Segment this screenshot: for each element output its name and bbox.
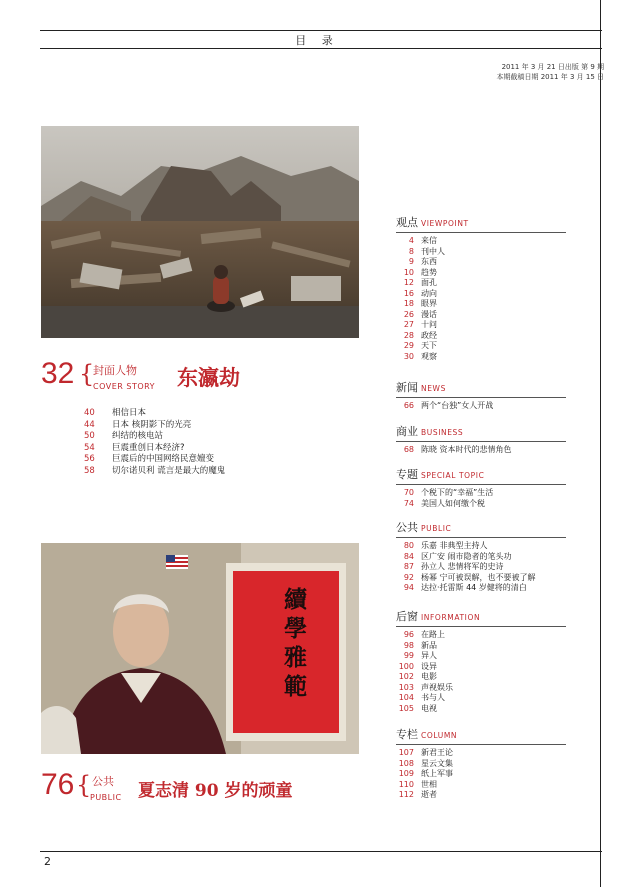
list-item[interactable]: 80 乐嘉 非典型主持人 <box>403 541 488 550</box>
section-list <box>396 538 566 594</box>
section-information <box>396 608 566 714</box>
public-feature-title: 夏志清 90 岁的顽童 <box>138 781 293 801</box>
section-public <box>396 519 566 594</box>
list-item[interactable]: 102 电影 <box>398 672 437 681</box>
list-item[interactable]: 103 声视娱乐 <box>398 682 453 692</box>
cover-story-list <box>84 408 225 477</box>
section-heading: 专题 SPECIAL TOPIC <box>396 466 566 485</box>
section-list <box>396 233 566 362</box>
calligraphy-scroll: 續學雅範 <box>284 586 307 700</box>
list-item[interactable]: 12 面孔 <box>403 278 437 287</box>
list-item[interactable]: 104 书与人 <box>398 693 445 702</box>
list-item[interactable]: 100 设异 <box>398 661 437 671</box>
list-item[interactable]: 44 日本 核阴影下的光亮 <box>84 419 192 430</box>
header-rule-top <box>40 30 602 31</box>
list-item[interactable]: 18 眼界 <box>403 299 437 308</box>
footer-rule <box>40 851 602 852</box>
section-column <box>396 726 566 801</box>
section-special-topic <box>396 466 566 509</box>
list-item[interactable]: 4 来信 <box>408 236 437 245</box>
list-item[interactable]: 98 新品 <box>403 640 437 650</box>
list-item[interactable]: 92 杨幂 宁可被误解，也不要被了解 <box>403 572 536 582</box>
section-list <box>396 745 566 801</box>
list-item[interactable]: 66 两个“台独”女人开战 <box>403 401 494 410</box>
section-viewpoint <box>396 214 566 362</box>
list-item[interactable]: 8 刊中人 <box>408 246 445 256</box>
list-item[interactable]: 28 政经 <box>403 330 437 340</box>
section-heading: 后窗 INFORMATION <box>396 608 566 627</box>
section-news <box>396 379 566 412</box>
list-item[interactable]: 96 在路上 <box>403 630 445 639</box>
header-rule-bottom <box>40 48 602 49</box>
public-feature-photo <box>41 543 359 754</box>
cover-story-title: 东瀛劫 <box>177 365 240 390</box>
public-feature-category: 公共 <box>92 775 114 788</box>
list-item[interactable]: 84 区广安 闹市隐者的笔头功 <box>403 551 512 561</box>
list-item[interactable]: 9 东西 <box>408 257 437 266</box>
section-heading: 新闻 NEWS <box>396 379 566 398</box>
list-item[interactable]: 94 达拉·托雷斯 44 岁健将的清白 <box>403 583 527 592</box>
list-item[interactable]: 16 动向 <box>403 288 437 298</box>
list-item[interactable]: 40 相信日本 <box>84 408 147 418</box>
section-list <box>396 485 566 509</box>
list-item[interactable]: 99 异人 <box>403 651 437 660</box>
section-list <box>396 627 566 714</box>
list-item[interactable]: 29 天下 <box>403 341 437 350</box>
section-heading: 专栏 COLUMN <box>396 726 566 745</box>
issue-date: 2011 年 3 月 21 日出版 第 9 期 <box>501 63 604 71</box>
cover-story-category-en: COVER STORY <box>93 382 156 391</box>
list-item[interactable]: 54 巨震重创日本经济? <box>84 442 185 453</box>
section-heading: 商业 BUSINESS <box>396 423 566 442</box>
list-item[interactable]: 68 陈晓 资本时代的悲情角色 <box>403 445 512 454</box>
cover-story-photo <box>41 126 359 338</box>
page-title: 目 录 <box>295 34 339 47</box>
list-item[interactable]: 109 纸上军事 <box>398 769 453 778</box>
list-item[interactable]: 87 孙立人 悲情将军的史诗 <box>403 562 504 571</box>
list-item[interactable]: 10 趋势 <box>403 267 437 277</box>
list-item[interactable]: 112 逝者 <box>398 790 437 799</box>
section-list <box>396 398 566 412</box>
brace-icon: { <box>79 360 95 388</box>
list-item[interactable]: 27 十问 <box>403 320 437 329</box>
cover-story-category: 封面人物 <box>93 364 137 377</box>
list-item[interactable]: 108 星云文集 <box>398 758 453 768</box>
section-list <box>396 442 566 456</box>
cover-story-page-number: 32 <box>41 357 75 390</box>
deadline-date: 本期截稿日期 2011 年 3 月 15 日 <box>496 73 604 81</box>
list-item[interactable]: 70 个税下的“幸福”生活 <box>403 488 494 497</box>
section-business <box>396 423 566 456</box>
list-item[interactable]: 110 世相 <box>398 779 437 789</box>
public-feature-category-en: PUBLIC <box>90 793 122 802</box>
list-item[interactable]: 26 漫话 <box>403 309 437 319</box>
page-number: 2 <box>44 855 51 868</box>
list-item[interactable]: 56 巨震后的中国网络民意嬗变 <box>84 454 215 464</box>
section-heading: 观点 VIEWPOINT <box>396 214 566 233</box>
list-item[interactable]: 58 切尔诺贝利 谎言是最大的魔鬼 <box>84 465 226 476</box>
list-item[interactable]: 50 纠结的核电站 <box>84 431 164 441</box>
list-item[interactable]: 105 电视 <box>398 703 437 713</box>
list-item[interactable]: 30 观察 <box>403 351 437 361</box>
public-feature-page-number: 76 <box>41 768 75 801</box>
right-edge-line <box>600 0 601 887</box>
issue-info <box>496 62 604 82</box>
list-item[interactable]: 74 美国人如何缴个税 <box>403 498 485 508</box>
brace-icon: { <box>76 771 92 799</box>
section-heading: 公共 PUBLIC <box>396 519 566 538</box>
list-item[interactable]: 107 新君王论 <box>398 748 453 757</box>
